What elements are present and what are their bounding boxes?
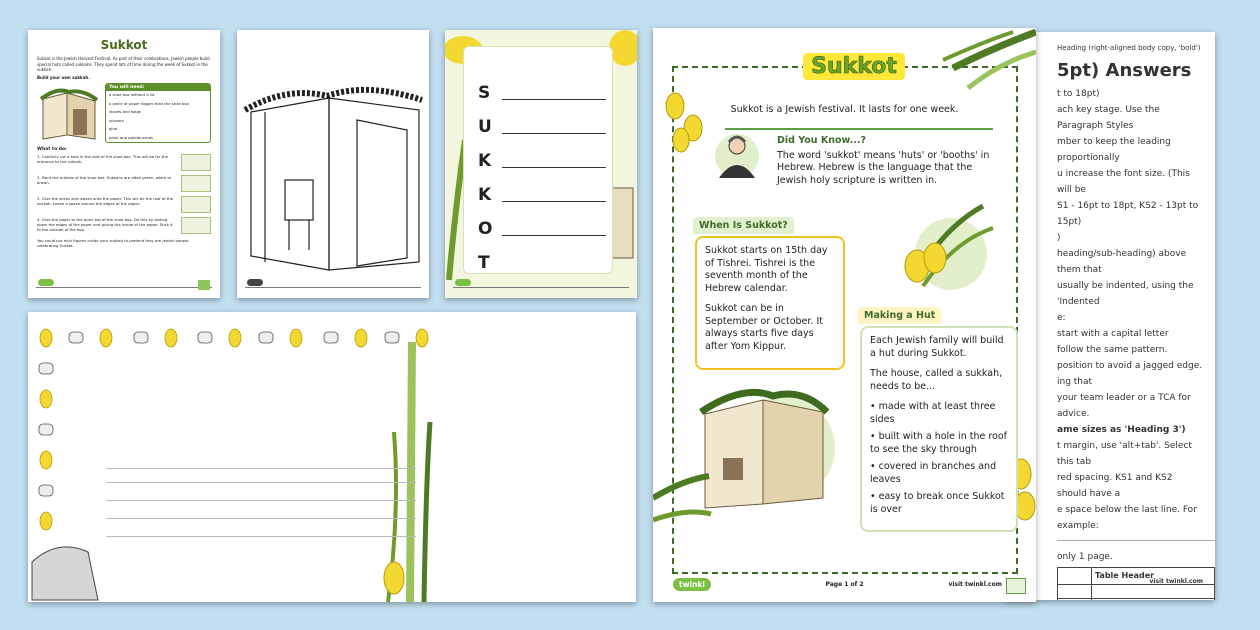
step-4-thumbnail	[181, 217, 211, 234]
acrostic-panel	[463, 46, 613, 274]
template-footer-url[interactable]: visit twinkl.com	[1149, 578, 1203, 585]
when-is-sukkot-card: Sukkot starts on 15th day of Tishrei. Tishrei is the seventh month of the Hebrew calendar. Sukkot can be in September or October. It always starts five days after Yom Kippur.	[695, 236, 845, 370]
sukkah-illustration	[37, 83, 101, 143]
footer-rule	[453, 287, 629, 288]
twinkl-logo[interactable]: twinkl	[673, 578, 711, 591]
step-2-thumbnail	[181, 175, 211, 192]
writing-line[interactable]	[106, 482, 416, 483]
you-will-need-box: You will need: a shoe box without a lid a piece of paper bigger than the shoe box leaves and twigs scissors glue paint and paintbrushes	[105, 83, 211, 143]
list-item: • covered in branches and leaves	[870, 461, 997, 485]
quality-badge-icon	[1006, 578, 1026, 594]
writing-frame-sheet[interactable]	[28, 312, 636, 602]
twinkl-logo-icon	[455, 279, 471, 286]
acrostic-line-4[interactable]: K	[478, 179, 606, 207]
badge-icon	[198, 280, 210, 290]
citron-border	[28, 312, 636, 602]
steps-header: What to do:	[37, 147, 67, 152]
writing-line[interactable]	[106, 500, 416, 501]
info-intro: Sukkot is a Jewish festival. It lasts for one week.	[730, 104, 959, 115]
acrostic-poem-sheet[interactable]	[445, 30, 637, 298]
intro-divider	[725, 128, 993, 130]
making-a-hut-card: Each Jewish family will build a hut during Sukkot. The house, called a sukkah, needs to be... • made with at least three sides • built with a hole in the roof to see the sky through • covered in branches and leaves • easy to break once Sukkot is over	[860, 326, 1018, 532]
craft-note: You could put mini figures inside your sukkah to pretend they are Jewish people celebrating Sukkot.	[37, 238, 189, 248]
template-rule	[1057, 540, 1215, 541]
page-number: Page 1 of 2	[825, 581, 864, 588]
step-1: 1. Carefully cut a hole in the side of the shoe box. This will be for the entrance to the sukkah.	[37, 154, 211, 171]
footer-rule	[36, 287, 212, 288]
sukkah-line-drawing	[237, 30, 429, 298]
template-heading-note: Heading (right-aligned body copy, 'bold')	[1057, 44, 1201, 52]
coloring-sheet[interactable]	[237, 30, 429, 298]
answers-template-sheet[interactable]: Heading (right-aligned body copy, 'bold') 5pt) Answers t to 18pt) ach key stage. Use the Paragraph Styles mber to keep the leading proportionally u increase the font size. (This will be S1 - 16pt to 18pt, KS2 - 13pt to 15pt) ) heading/sub-heading) above them that usually be indented, using the 'Indented e: start with a capital letter follow the same pattern. position to avoid a jagged edge. ing that your team leader or a TCA for advice. ame sizes as 'Heading 3') t margin, use 'alt+tab'. Select this tab red spacing. KS1 and KS2 should have a e space below the last line. For example: only 1 page. Table Header visit twinkl.com	[1005, 32, 1215, 600]
making-a-hut-heading: Making a Hut	[858, 307, 941, 324]
list-item: • made with at least three sides	[870, 401, 996, 425]
acrostic-line-6[interactable]: T	[478, 253, 490, 273]
list-item: • easy to break once Sukkot is over	[870, 491, 1005, 515]
step-2: 2. Paint the outside of the shoe box. Sukkahs are often green, white or brown.	[37, 175, 211, 192]
step-4: 4. Glue the paper to the open top of the shoe box. Do this by folding down the edges of the paper and gluing the inside of the paper. Stick it to the outside of the box.	[37, 217, 211, 234]
step-3: 3. Glue the sticks and leaves onto the paper. This will be the roof of the sukkah. Leave a space around the edges of the paper.	[37, 196, 211, 213]
acrostic-line-1[interactable]: S	[478, 77, 606, 105]
writing-line[interactable]	[106, 536, 416, 537]
step-1-thumbnail	[181, 154, 211, 171]
list-item: • built with a hole in the roof to see the sky through	[870, 431, 1008, 455]
did-you-know-section: Did You Know...? The word 'sukkot' means 'huts' or 'booths' in Hebrew. Hebrew is the language that the Jewish holy scripture is written in.	[777, 135, 990, 186]
info-title: Sukkot	[805, 50, 903, 82]
when-is-sukkot-heading: When Is Sukkot?	[693, 217, 794, 234]
info-footer	[653, 568, 1036, 602]
footer-url[interactable]: visit twinkl.com	[948, 581, 1002, 588]
step-3-thumbnail	[181, 196, 211, 213]
writing-line[interactable]	[106, 468, 416, 469]
footer-rule	[245, 287, 421, 288]
craft-title: Sukkot	[100, 38, 148, 52]
craft-intro: Sukkot is the Jewish Harvest Festival. As part of their celebrations, Jewish people build special huts called sukkahs. They spend lots of time during the week of Sukkot in the sukkah. Build your own sukkah.	[37, 56, 210, 80]
craft-instructions-sheet[interactable]	[28, 30, 220, 298]
acrostic-line-5[interactable]: O	[478, 213, 606, 241]
sukkot-information-sheet[interactable]	[653, 28, 1036, 602]
writing-line[interactable]	[106, 518, 416, 519]
twinkl-logo-icon	[247, 279, 263, 286]
twinkl-logo-icon	[38, 279, 54, 286]
acrostic-line-3[interactable]: K	[478, 145, 606, 173]
template-answers-title: 5pt) Answers	[1057, 60, 1192, 81]
template-table: Table Header	[1057, 567, 1215, 600]
acrostic-line-2[interactable]: U	[478, 111, 606, 139]
